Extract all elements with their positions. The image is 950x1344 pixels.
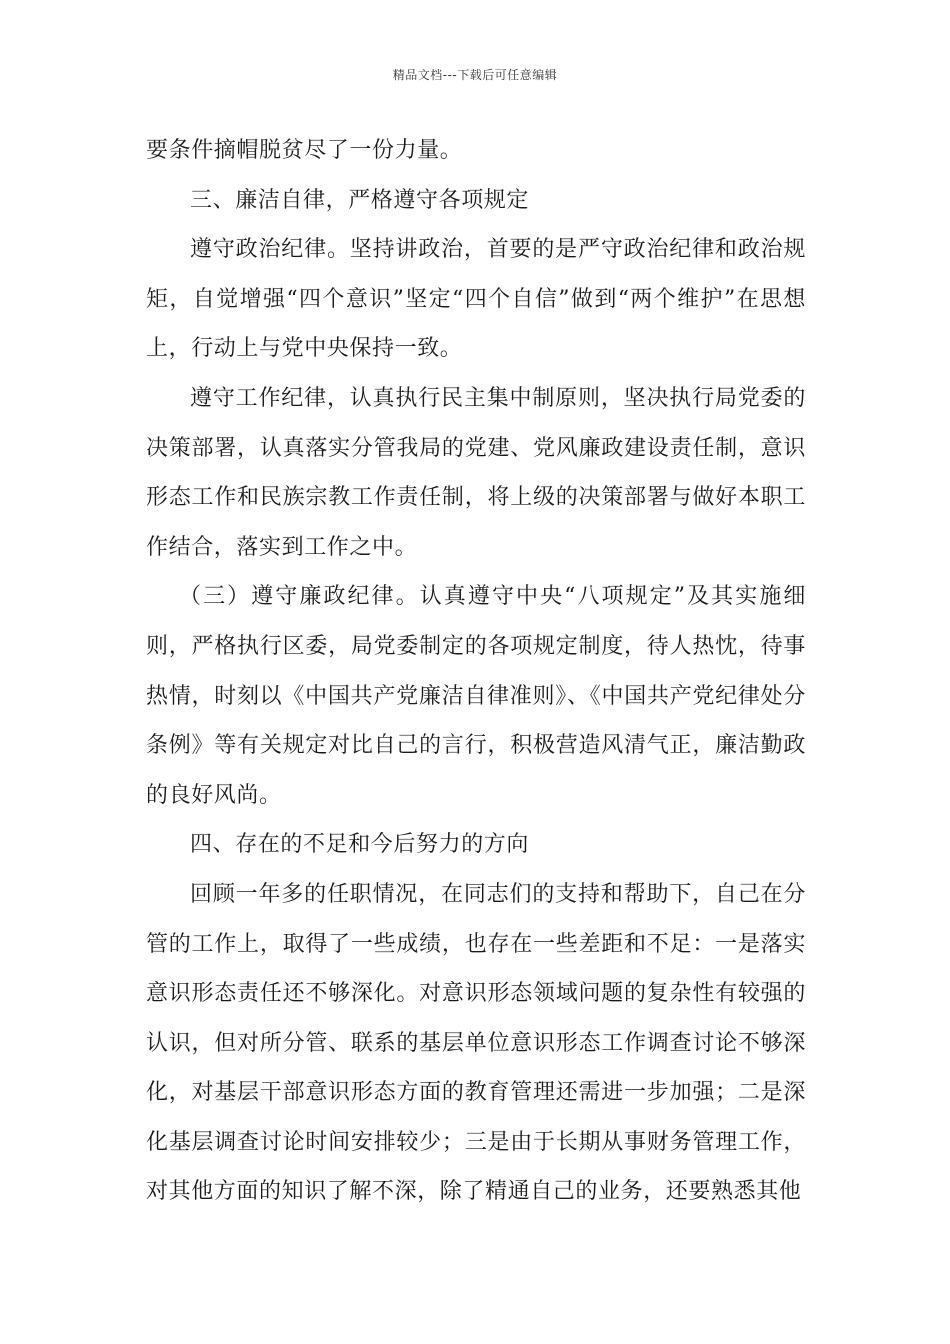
paragraph-political-discipline: 遵守政治纪律。坚持讲政治，首要的是严守政治纪律和政治规矩，自觉增强“四个意识”坚定“四个自信”做到“两个维护”在思想上，行动上与党中央保持一致。 — [146, 237, 806, 362]
paragraph-review: 回顾一年多的任职情况，在同志们的支持和帮助下，自己在分管的工作上，取得了一些成绩，也存在一些差距和不足：一是落实意识形态责任还不够深化。对意识形态领域问题的复杂性有较强的认识，但对所分管、联系的基层单位意识形态工作调查讨论不够深化，对基层干部意识形态方面的教育管理还需进一步加强；二是深化基层调查讨论时间安排较少；三是由于长期从事财务管理工作，对其他方面的知识了解不深，除了精通自己的业务，还要熟悉其他 — [146, 881, 806, 1205]
section-heading-four: 四、存在的不足和今后努力的方向 — [190, 832, 530, 858]
paragraph-work-discipline: 遵守工作纪律，认真执行民主集中制原则，坚决执行局党委的决策部署，认真落实分管我局的党建、党风廉政建设责任制，意识形态工作和民族宗教工作责任制，将上级的决策部署与做好本职工作结合，落实到工作之中。 — [146, 385, 806, 560]
paragraph-continuation: 要条件摘帽脱贫尽了一份力量。 — [146, 138, 463, 163]
page-header: 精品文档---下载后可任意编辑 — [392, 68, 558, 82]
section-heading-three: 三、廉洁自律，严格遵守各项规定 — [190, 187, 530, 213]
paragraph-integrity-discipline: （三）遵守廉政纪律。认真遵守中央“八项规定”及其实施细则，严格执行区委，局党委制定的各项规定制度，待人热忱，待事热情，时刻以《中国共产党廉洁自律准则》、《中国共产党纪律处分条例》等有关规定对比自己的言行，积极营造风清气正，廉洁勤政的良好风尚。 — [146, 584, 806, 808]
document-body — [146, 126, 806, 1217]
